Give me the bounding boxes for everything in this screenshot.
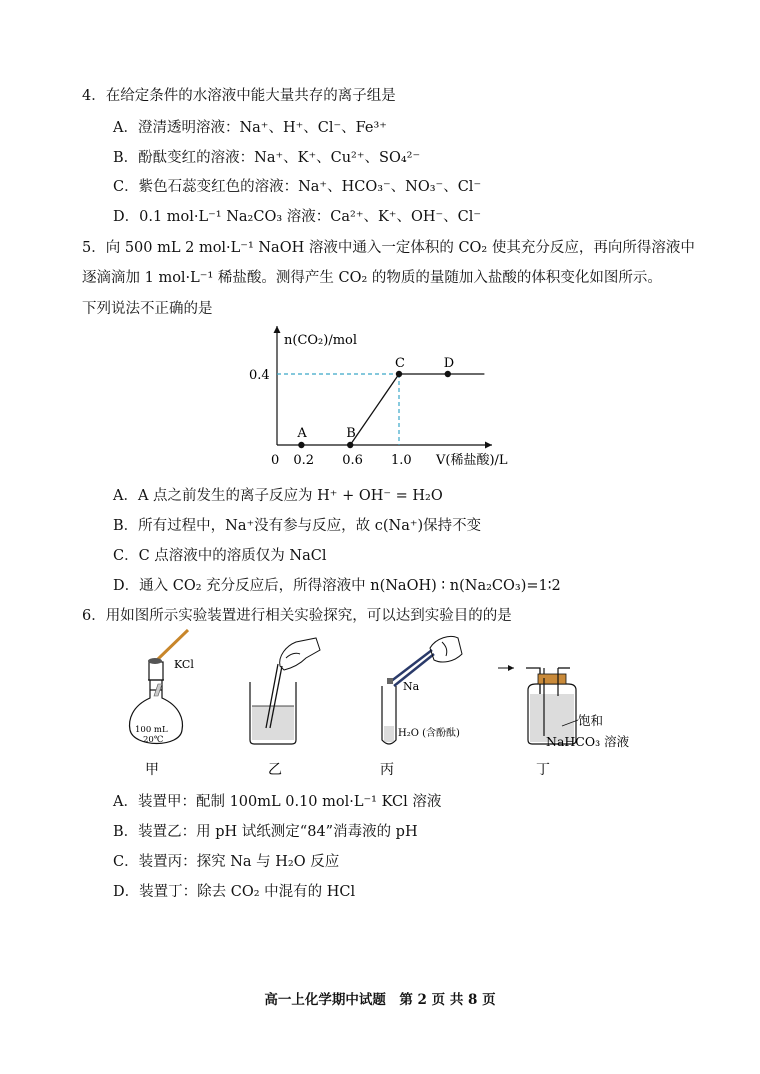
apparatus-yi-label: 乙 (268, 762, 282, 778)
q5-stem-line3: 下列说法不正确的是 (82, 301, 213, 317)
q5-option-b: B．所有过程中，Na⁺没有参与反应，故 c(Na⁺)保持不变 (113, 518, 482, 534)
saturated-label: 饱和 (578, 713, 604, 728)
point-a (298, 442, 304, 448)
co2-chart (240, 318, 530, 474)
sodium-label: Na (403, 680, 420, 693)
flask-volume-label: 100 mL (135, 725, 168, 735)
apparatus-jia-label: 甲 (145, 762, 159, 778)
q5-option-a: A．A 点之前发生的离子反应为 H⁺ + OH⁻ = H₂O (113, 488, 443, 504)
point-label-b: B (346, 426, 356, 441)
series-line (350, 374, 484, 445)
test-tube-bing (382, 686, 396, 744)
kcl-label: KCl (174, 658, 194, 671)
y-tick-label: 0.4 (249, 368, 270, 383)
y-axis-label: n(CO₂)/mol (284, 333, 358, 348)
gas-washing-bottle-ding (498, 668, 578, 744)
origin-label: 0 (271, 453, 280, 468)
q4-option-d: D．0.1 mol·L⁻¹ Na₂CO₃ 溶液：Ca²⁺、K⁺、OH⁻、Cl⁻ (113, 209, 482, 225)
q6-option-c: C．装置丙：探究 Na 与 H₂O 反应 (113, 854, 340, 870)
q5-stem-line2: 逐滴滴加 1 mol·L⁻¹ 稀盐酸。测得产生 CO₂ 的物质的量随加入盐酸的体积变化如图所示。 (82, 270, 662, 286)
q6-option-d: D．装置丁：除去 CO₂ 中混有的 HCl (113, 884, 356, 900)
q5-option-d: D．通入 CO₂ 充分反应后，所得溶液中 n(NaOH) ∶ n(Na₂CO₃)=1∶2 (113, 578, 561, 594)
x-axis-label: V(稀盐酸)/L (436, 453, 508, 468)
point-label-d: D (443, 356, 455, 371)
x-tick-label: 0.6 (342, 453, 363, 468)
q4-option-b: B．酚酞变红的溶液：Na⁺、K⁺、Cu²⁺、SO₄²⁻ (113, 150, 421, 166)
apparatus-bing-label: 丙 (380, 762, 394, 778)
hand-icon (430, 636, 462, 662)
apparatus-ding-label: 丁 (536, 762, 550, 778)
q5-stem-line1: 5．向 500 mL 2 mol·L⁻¹ NaOH 溶液中通入一定体积的 CO₂ 使其充分反应，再向所得溶液中 (82, 240, 695, 256)
nahco3-solution-label: NaHCO₃ 溶液 (546, 734, 630, 749)
point-d (445, 371, 451, 377)
beaker-yi (250, 664, 296, 744)
point-label-a: A (297, 426, 307, 441)
q4-option-c: C．紫色石蕊变红色的溶液：Na⁺、HCO₃⁻、NO₃⁻、Cl⁻ (113, 179, 482, 195)
q4-stem: 4．在给定条件的水溶液中能大量共存的离子组是 (82, 88, 396, 104)
q6-option-b: B．装置乙：用 pH 试纸测定“84”消毒液的 pH (113, 824, 418, 840)
hand-icon (280, 638, 320, 670)
point-c (396, 371, 402, 377)
x-tick-label: 1.0 (391, 453, 412, 468)
flask-temp-label: 20℃ (143, 735, 164, 745)
water-phenolphthalein-label: H₂O (含酚酞) (398, 728, 460, 739)
apparatus-figure (110, 628, 680, 783)
point-b (347, 442, 353, 448)
x-tick-label: 0.2 (293, 453, 315, 468)
q5-option-c: C．C 点溶液中的溶质仅为 NaCl (113, 548, 327, 564)
q6-stem: 6．用如图所示实验装置进行相关实验探究，可以达到实验目的的是 (82, 608, 512, 624)
q6-option-a: A．装置甲：配制 100mL 0.10 mol·L⁻¹ KCl 溶液 (113, 794, 442, 810)
page-footer: 高一上化学期中试题 第 2 页 共 8 页 (264, 992, 496, 1008)
q4-option-a: A．澄清透明溶液：Na⁺、H⁺、Cl⁻、Fe³⁺ (113, 120, 387, 136)
point-label-c: C (395, 356, 405, 371)
